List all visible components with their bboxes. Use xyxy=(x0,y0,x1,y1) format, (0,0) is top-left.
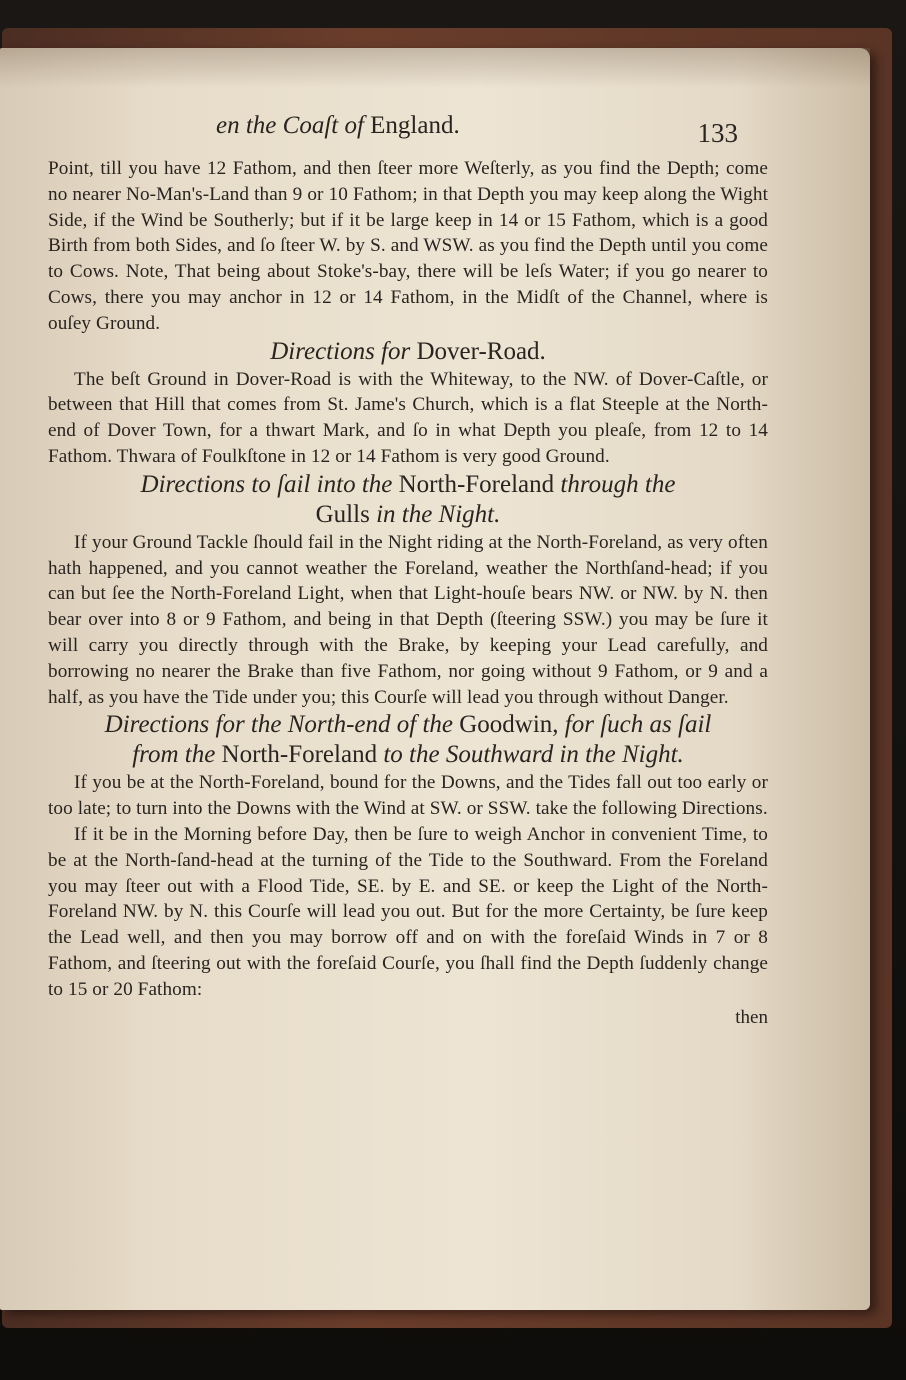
page-shadow xyxy=(0,48,870,88)
running-header xyxy=(48,112,768,156)
paragraph-continued: Point, till you have 12 Fathom, and then ſteer more Weſterly, as you find the Depth; come no nearer No-Man's-Land than 9 or 10 Fathom; in that Depth you may keep along the Wight Side, if the Wind be Southerly; but if it be large keep in 14 or 15 Fathom, which is a good Birth from both Sides, and ſo ſteer W. by S. and WSW. as you find the Depth until you come to Cows. Note, That being about Stoke's-bay, there will be leſs Water; if you go nearer to Cows, there you may anchor in 12 or 14 Fathom, in the Midſt of the Channel, where is ouſey Ground. xyxy=(48,158,768,334)
heading-dover-road: Directions for Dover-Road. xyxy=(270,337,546,365)
page-text xyxy=(48,112,768,1029)
paragraph-goodwin-2: If it be in the Morning before Day, then be ſure to weigh Anchor in convenient Time, to be at the North-ſand-head at the turning of the Tide to the Southward. From the Foreland you may ſteer out with a Flood Tide, SE. by E. and SE. or keep the Light of the North-Foreland NW. by N. this Courſe will lead you out. But for the more Certainty, be ſure keep the Lead well, and then you may borrow off and on with the foreſaid Winds in 7 or 8 Fathom, and ſteering out with the foreſaid Courſe, you ſhall find the Depth ſuddenly change to 15 or 20 Fathom: xyxy=(48,823,768,1000)
catchword: then xyxy=(735,1006,768,1028)
paragraph-dover-road: The beſt Ground in Dover-Road is with the Whiteway, to the NW. of Dover-Caſtle, or between that Hill that comes from St. Jame's Church, which is a flat Steeple at the North-end of Dover Town, for a thwart Mark, and ſo in what Depth you pleaſe, from 12 to 14 Fathom. Thwara of Foulkſtone in 12 or 14 Fathom is very good Ground. xyxy=(48,368,768,467)
paragraph-gulls: If your Ground Tackle ſhould fail in the Night riding at the North-Foreland, as very often hath happened, and you cannot weather the Foreland, weather the Northſand-head; if you can but ſee the North-Foreland Light, when that Light-houſe bears NW. or NW. by N. then bear over into 8 or 9 Fathom, and being in that Depth (ſteering SSW.) you may be ſure it will carry you directly through with the Brake, by keeping your Lead carefully, and borrowing no nearer the Brake than five Fathom, nor going without 9 Fathom, or 9 and a half, as you have the Tide under you; this Courſe will lead you through without Danger. xyxy=(48,531,768,708)
heading-gulls: Directions to ſail into the North-Foreland through the Gulls in the Night. xyxy=(140,470,676,528)
running-title: en the Coaſt of England. xyxy=(216,112,460,139)
heading-goodwin: Directions for the North-end of the Goodwin, for ſuch as ſail from the North-Foreland to the Southward in the Night. xyxy=(104,711,712,769)
paragraph-goodwin-1: If you be at the North-Foreland, bound for the Downs, and the Tides fall out too early or too late; to turn into the Downs with the Wind at SW. or SSW. take the following Directions. xyxy=(48,772,768,820)
page-number: 133 xyxy=(697,118,738,148)
